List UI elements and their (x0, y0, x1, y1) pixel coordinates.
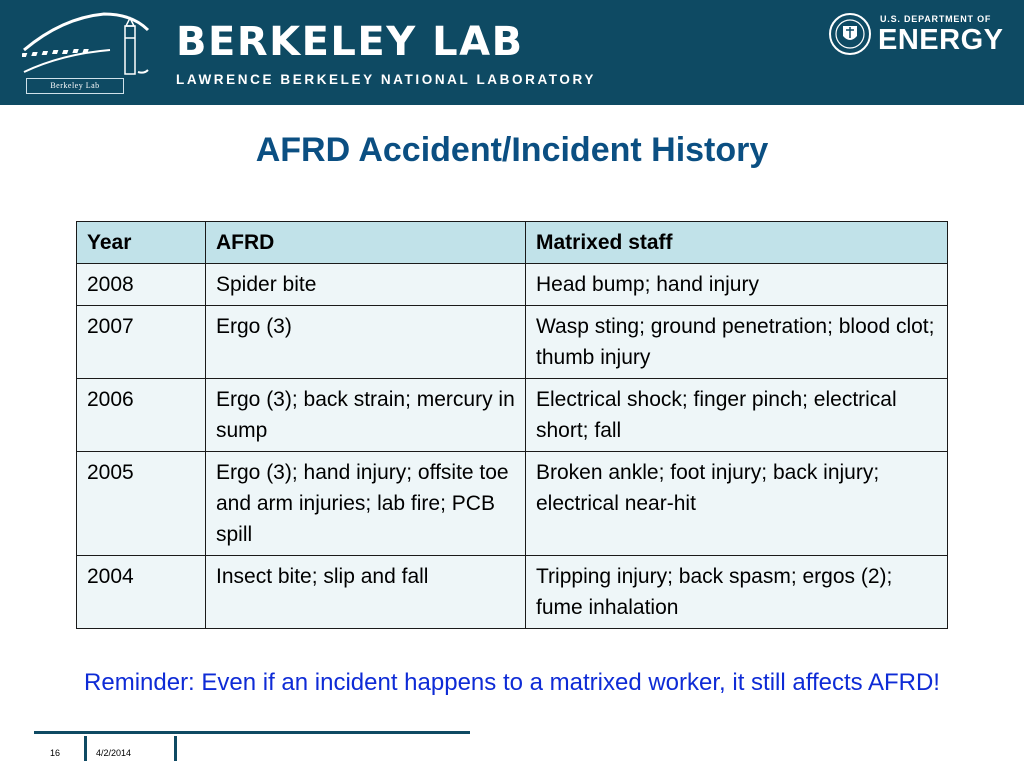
logo-caption: Berkeley Lab (26, 78, 124, 94)
doe-energy-label: ENERGY (878, 24, 1004, 56)
slide-title: AFRD Accident/Incident History (255, 131, 769, 169)
matrixed-staff-cell: Tripping injury; back spasm; ergos (2); fume inhalation (526, 556, 948, 629)
table-header-row (77, 222, 948, 264)
header-matrixed-staff: Matrixed staff (526, 222, 948, 264)
matrixed-staff-cell: Broken ankle; foot injury; back injury; electrical near-hit (526, 452, 948, 556)
matrixed-staff-cell: Electrical shock; finger pinch; electrical short; fall (526, 379, 948, 452)
afrd-cell: Spider bite (206, 264, 526, 306)
matrixed-staff-cell: Head bump; hand injury (526, 264, 948, 306)
year-cell: 2006 (77, 379, 206, 452)
afrd-cell: Ergo (3) (206, 306, 526, 379)
footer-tick (174, 736, 177, 761)
year-cell: 2008 (77, 264, 206, 306)
brand-subtitle: LAWRENCE BERKELEY NATIONAL LABORATORY (176, 72, 596, 87)
year-cell: 2004 (77, 556, 206, 629)
header-year: Year (77, 222, 206, 264)
afrd-cell: Ergo (3); back strain; mercury in sump (206, 379, 526, 452)
afrd-cell: Ergo (3); hand injury; offsite toe and arm injuries; lab fire; PCB spill (206, 452, 526, 556)
table-row (77, 306, 948, 379)
footer-date: 4/2/2014 (96, 748, 132, 758)
header-banner (0, 0, 1024, 105)
doe-seal-icon (828, 12, 872, 56)
page-number: 16 (50, 748, 61, 758)
table-row (77, 556, 948, 629)
doe-department-label: U.S. DEPARTMENT OF (880, 14, 992, 24)
reminder-text: Reminder: Even if an incident happens to a matrixed worker, it still affects AFRD! (84, 669, 940, 696)
header-afrd: AFRD (206, 222, 526, 264)
table-row (77, 264, 948, 306)
incident-history-table (76, 221, 948, 629)
matrixed-staff-cell: Wasp sting; ground penetration; blood clot; thumb injury (526, 306, 948, 379)
table-row (77, 452, 948, 556)
footer-tick (84, 736, 87, 761)
year-cell: 2007 (77, 306, 206, 379)
year-cell: 2005 (77, 452, 206, 556)
table-row (77, 379, 948, 452)
brand-title: BERKELEY LAB (176, 19, 524, 65)
afrd-cell: Insect bite; slip and fall (206, 556, 526, 629)
footer-divider (34, 731, 470, 734)
